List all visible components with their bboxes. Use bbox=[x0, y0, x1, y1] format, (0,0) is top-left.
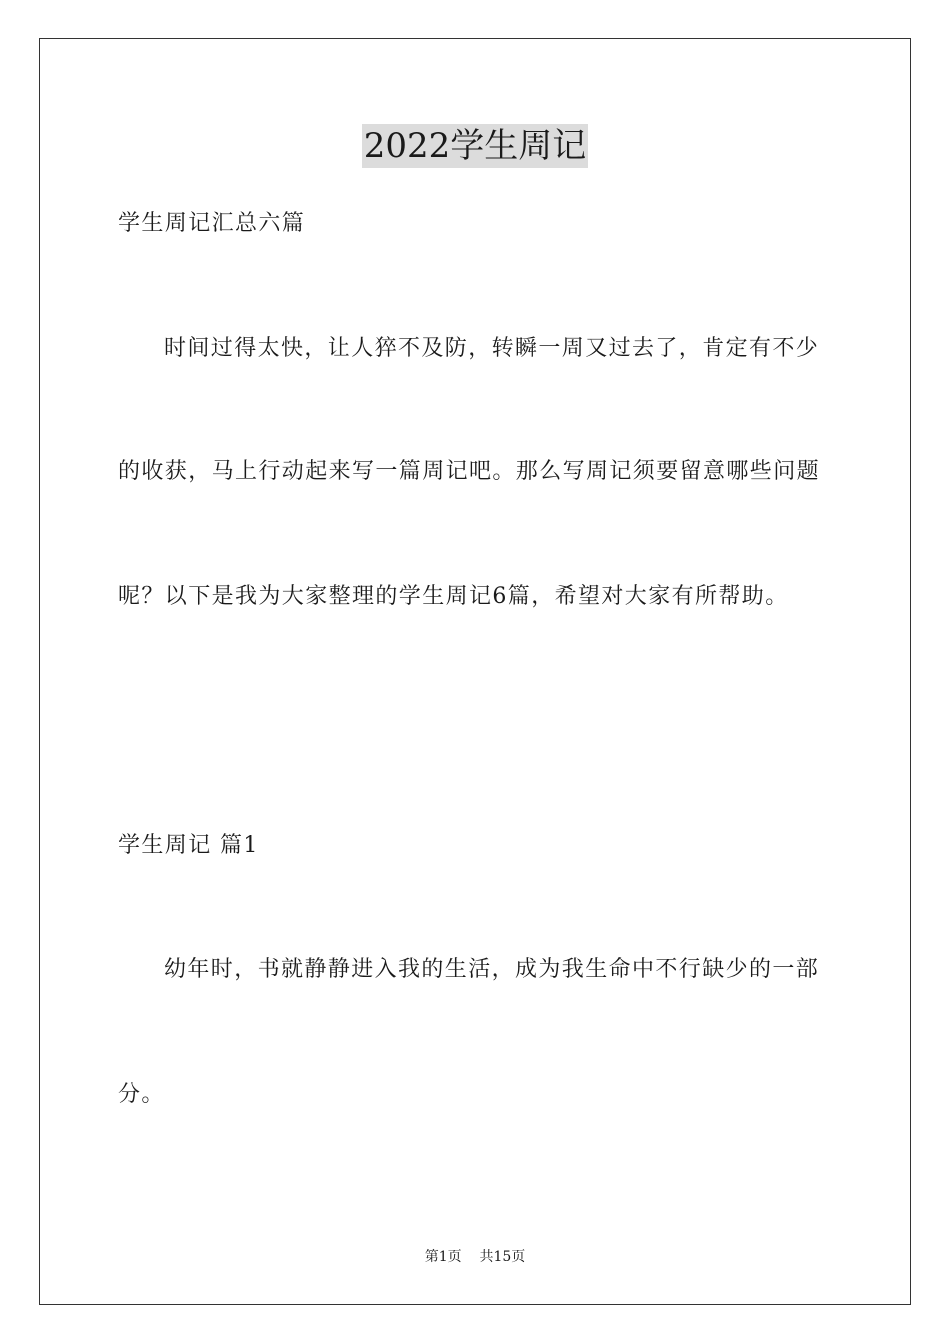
section-heading: 学生周记 篇1 bbox=[118, 833, 259, 858]
intro-line-2: 的收获，马上行动起来写一篇周记吧。那么写周记须要留意哪些问题 bbox=[118, 459, 821, 484]
section-line-2: 分。 bbox=[118, 1082, 165, 1107]
page-footer bbox=[0, 1247, 950, 1267]
section-line-1: 幼年时，书就静静进入我的生活，成为我生命中不行缺少的一部 bbox=[164, 957, 820, 982]
document-title: 2022学生周记 bbox=[363, 126, 587, 166]
document-subtitle: 学生周记汇总六篇 bbox=[118, 211, 306, 236]
page-number: 第1页 bbox=[424, 1249, 462, 1265]
intro-line-3: 呢？以下是我为大家整理的学生周记6篇，希望对大家有所帮助。 bbox=[118, 584, 789, 609]
title-container bbox=[0, 124, 950, 168]
intro-line-1: 时间过得太快，让人猝不及防，转瞬一周又过去了，肯定有不少 bbox=[164, 336, 820, 361]
total-pages: 共15页 bbox=[479, 1249, 526, 1265]
